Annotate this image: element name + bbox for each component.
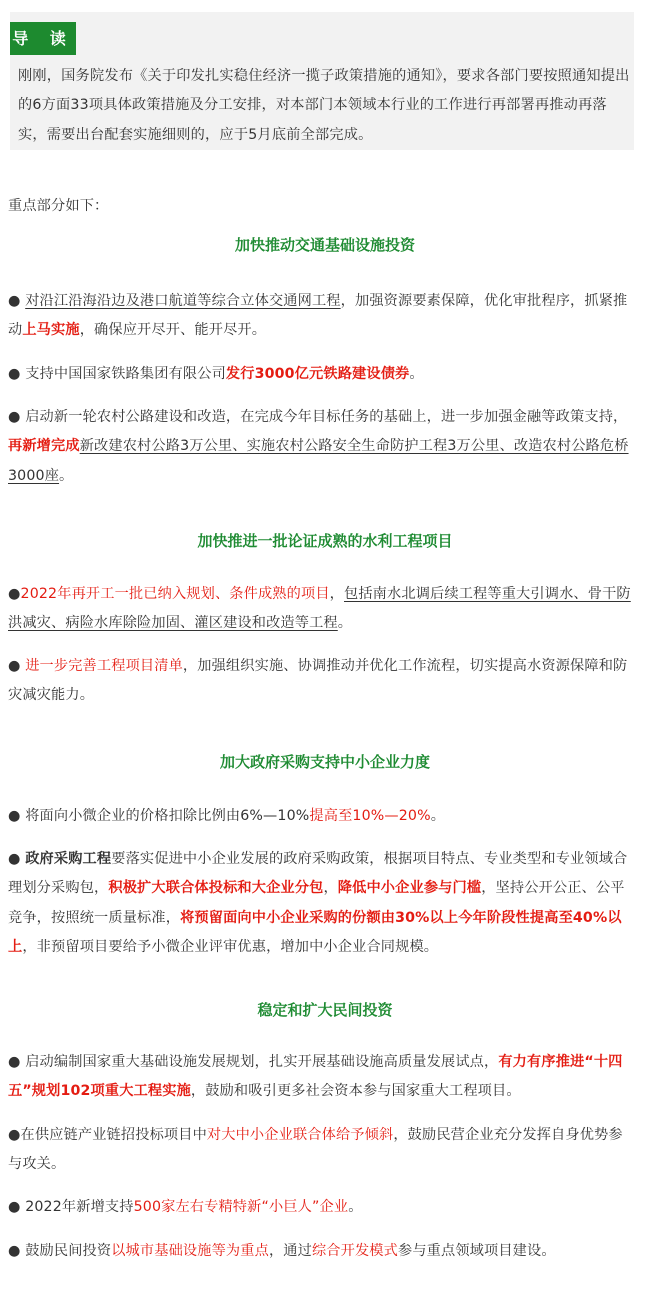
list-item: ● 进一步完善工程项目清单，加强组织实施、协调推动并优化工作流程，切实提高水资源保障和防灾减灾能力。 [8, 658, 628, 704]
intro-text: 刚刚，国务院发布《关于印发扎实稳住经济一揽子政策措施的通知》，要求各部门要按照通知提出的6方面33项具体政策措施及分工安排，对本部门本领域本行业的工作进行再部署再推动再落实，需要出台配套实施细则的，应于5月底前全部完成。 [18, 68, 630, 143]
section-title-procurement: 加大政府采购支持中小企业力度 [219, 753, 430, 771]
list-item: ● 启动新一轮农村公路建设和改造，在完成今年目标任务的基础上，进一步加强金融等政策支持，再新增完成新改建农村公路3万公里、实施农村公路安全生命防护工程3万公里、改造农村公路危桥3000座。 [8, 409, 629, 484]
section-title-water: 加快推进一批论证成熟的水利工程项目 [197, 532, 453, 550]
intro-tag: 导 读 [10, 22, 76, 55]
list-item: ● 鼓励民间投资以城市基础设施等为重点，通过综合开发模式参与重点领域项目建设。 [8, 1243, 556, 1259]
list-item: ● 政府采购工程要落实促进中小企业发展的政府采购政策，根据项目特点、专业类型和专业领域合理划分采购包，积极扩大联合体投标和大企业分包，降低中小企业参与门槛，坚持公开公正、公平竞争，按照统一质量标准，将预留面向中小企业采购的份额由30%以上今年阶段性提高至40%以上，非预留项目要给予小微企业评审优惠，增加中小企业合同规模。 [8, 851, 628, 955]
section-title-private-investment: 稳定和扩大民间投资 [257, 1001, 393, 1019]
list-item: ● 启动编制国家重大基础设施发展规划，扎实开展基础设施高质量发展试点，有力有序推进“十四五”规划102项重大工程实施，鼓励和吸引更多社会资本参与国家重大工程项目。 [8, 1054, 623, 1100]
bullet: ● [8, 293, 26, 309]
list-item: ● 对沿江沿海沿边及港口航道等综合立体交通网工程，加强资源要素保障，优化审批程序，抓紧推动上马实施，确保应开尽开、能开尽开。 [8, 293, 628, 339]
list-item: ● 2022年新增支持500家左右专精特新“小巨人”企业。 [8, 1199, 363, 1215]
section-title-transport: 加快推动交通基础设施投资 [234, 236, 415, 254]
list-item: ● 支持中国国家铁路集团有限公司发行3000亿元铁路建设债券。 [8, 366, 424, 382]
list-item: ●在供应链产业链招投标项目中对大中小企业联合体给予倾斜，鼓励民营企业充分发挥自身优势参与攻关。 [8, 1127, 623, 1173]
list-item: ●2022年再开工一批已纳入规划、条件成熟的项目，包括南水北调后续工程等重大引调水、骨干防洪减灾、病险水库除险加固、灌区建设和改造等工程。 [8, 586, 631, 632]
lead-text: 重点部分如下： [8, 198, 109, 214]
list-item: ● 将面向小微企业的价格扣除比例由6%—10%提高至10%—20%。 [8, 808, 446, 824]
